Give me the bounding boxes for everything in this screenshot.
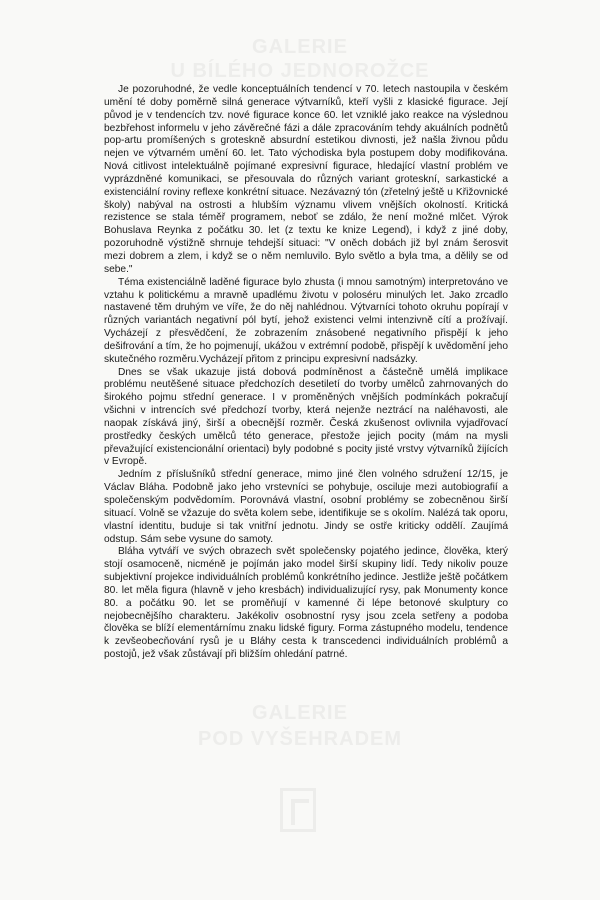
watermark-line: GALERIE bbox=[252, 36, 348, 58]
watermark-line: POD VYŠEHRADEM bbox=[197, 728, 403, 750]
paragraph: Jedním z příslušníků střední generace, mimo jiné člen volného sdružení 12/15, je Václav Bláha. Podobně jako jeho vrstevníci se pohybuje, osciluje mezi autobiografií a společenským podvědomím. Porovnává vlastní, osobní problémy se zobecněnou širší situací. Volně se vžazuje do světa kolem sebe, identifikuje se s okolím. Nalézá tak oporu, vlastní identitu, buduje si tak vnitřní jednotu. Jindy se ostře kriticky oddělí. Zaujímá odstup. Sám sebe vysune do samoty. bbox=[104, 469, 508, 545]
paragraph: Je pozoruhodné, že vedle konceptuálních tendencí v 70. letech nastoupila v českém umění té doby poměrně silná generace výtvarníků, kteří vyšli z klasické figurace. Její původ je v tendencích tzv. nové figurace konce 60. let vzniklé jako reakce na výslednou bezbřehost informelu v jeho závěrečné fázi a dále zpracováním tehdy akuálních podnětů pop-artu promíšených s groteskně absurdní estetikou divnosti, jež našla živnou půdu nejen ve výtvarném umění 60. let. Tato východiska byla postupem doby modifikována. Nová citlivost intelektuálně pojímané expresivní figurace, hledající vlastní problém ve vyprázdněné komunikaci, se přesouvala do různých variant groteskní, sarkastické a existenciální roviny reflexe konkrétní situace. Nezávazný tón (zřetelný ještě u Křižovnické školy) nabýval na ostrosti a hlubším významu vlivem vnějších okolností. Kritická rezistence se stala téměř programem, neboť se zdálo, že není možné mlčet. Výrok Bohuslava Reynka z počátku 30. let (z textu ke knize Legend), i když z jiné doby, pozoruhodně výstižně shrnuje tehdejší situaci: "V oněch dobách již byl znám šerosvit mezi dobrem a zlem, i když se o něm nemluvilo. Bylo světlo a byla tma, a dělily se od sebe." bbox=[104, 84, 508, 275]
watermark-line: U BÍLÉHO JEDNOROŽCE bbox=[170, 60, 430, 82]
paragraph: Téma existenciálně laděné figurace bylo zhusta (i mnou samotným) interpretováno ve vztahu k politickému a mravně upadlému životu v poloséru minulých let. Jako zrcadlo nastavené těm druhým ve víře, že do něj nahlédnou. Výtvarníci tohoto okruhu popírají v různých variantách negativní pól bytí, jehož existenci velmi intenzivně cítí a prožívají. Vycházejí z přesvědčení, že zobrazením znásobené negativního přispějí k jeho dešifrování a tím, že ho pojmenují, ukážou v extrémní podobě, přispějí k uvědomění jeho skutečného rozměru.Vycházejí přitom z principu expresivní nadsázky. bbox=[104, 276, 508, 365]
body-text bbox=[104, 84, 508, 662]
watermark-line: GALERIE bbox=[252, 702, 348, 724]
watermark-logo-icon bbox=[280, 788, 316, 832]
paragraph: Bláha vytváří ve svých obrazech svět společensky pojatého jedince, člověka, který stojí osamoceně, nicméně je pojímán jako model širší skupiny lidí. Tedy nikoliv pouze subjektivní projekce individuálních problémů konkrétního jedince. Jestliže ještě počátkem 80. let měla figura (hlavně v jeho kresbách) individualizující rysy, pak Monumenty konce 80. a počátku 90. let se proměňují v kamenné či lépe betonové skulptury co nejobecnějšího charakteru. Jakékoliv osobnostní rysy jsou zcela setřeny a podoba člověka se blíží elementárnímu znaku lidské figury. Forma zástupného modelu, tendence k zevšeobecňování rysů je u Bláhy cesta k transcedenci individuálních problémů a postojů, jež však zůstávají při bližším ohledání patrné. bbox=[104, 546, 508, 661]
paragraph: Dnes se však ukazuje jistá dobová podmíněnost a částečně umělá implikace problému neutěšené situace předchozích desetiletí do tvorby umělců zahrnovaných do širokého pojmu střední generace. I v proměněných vnějších podmínkách pokračují všichni v intrencích své předchozí tvorby, která nejenže neztrácí na naléhavosti, ale naopak získává jiný, širší a obecnější rozměr. Česká zkušenost ovlivnila vyjadřovací prostředky českých umělců této generace, přestože jejich pocity (mám na mysli převažující existencionální orientaci) byly podobné s pocity jisté vrstvy výtvarníků žijících v Evropě. bbox=[104, 366, 508, 468]
